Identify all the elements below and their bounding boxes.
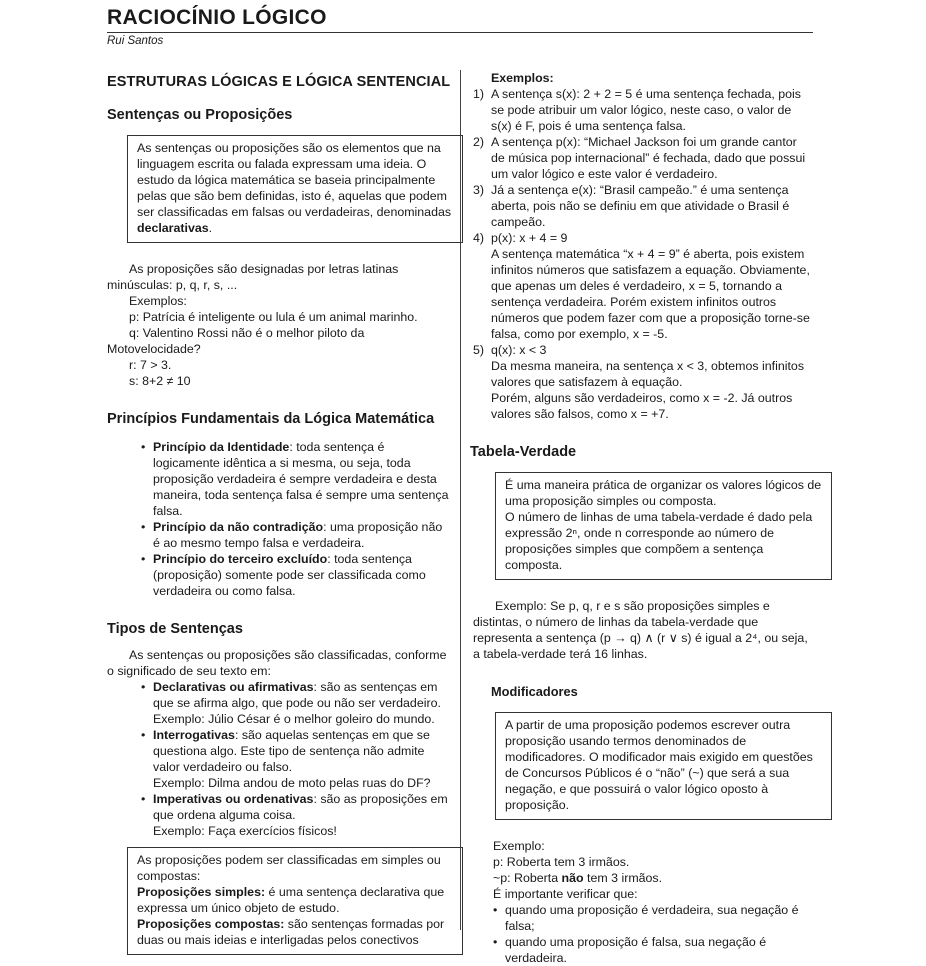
heading-tabela-verdade: Tabela-Verdade [470, 444, 577, 460]
example-p: p: Roberta tem 3 irmãos. [493, 855, 630, 869]
example-s: s: 8+2 ≠ 10 [129, 374, 191, 388]
paragraph-designadas: As proposições são designadas por letras latinas minúsculas: p, q, r, s, ... [107, 262, 399, 292]
example-not-p: ~p: Roberta não tem 3 irmãos. [493, 871, 663, 885]
list-item: • Princípio da Identidade: toda sentença é logicamente idêntica a si mesma, ou seja, toda proposição verdadeira é sempre verdadeira e desta maneira, toda sentença falsa é sempre uma sentença falsa. [141, 439, 451, 519]
list-item: 4) p(x): x + 4 = 9 A sentença matemática “x + 4 = 9” é aberta, pois existem infinitos números que satisfazem a equação. Obviamente, que apenas um deles é verdadeiro, x = 5, tornando a sentença verdadeira. Porém existem infinitos outros números que podem fazer com que a proposição torne-se falsa, como por exemplo, x = -5. [473, 231, 810, 341]
list-item: • Princípio do terceiro excluído: toda sentença (proposição) somente pode ser classificada como verdadeira ou como falsa. [141, 551, 451, 599]
list-item: • quando uma proposição é falsa, sua negação é verdadeira. [493, 934, 813, 966]
truth-table-box [495, 472, 832, 580]
classification-box [127, 847, 463, 955]
list-item: 1) A sentença s(x): 2 + 2 = 5 é uma sentença fechada, pois se pode atribuir um valor lógico, neste caso, o valor de s(x) é F, pois é uma sentença falsa. [473, 87, 801, 133]
compound-proposition: Proposições compostas: são sentenças formadas por duas ou mais ideias e interligadas pelos conectivos [137, 917, 445, 947]
examples-label: Exemplos: [129, 294, 187, 308]
paragraph-tabela-exemplo: Exemplo: Se p, q, r e s são proposições simples e distintas, o número de linhas da tabela-verdade que representa a sentença (p → q) ∧ (r ∨ s) é igual a 2⁴, ou seja, a tabela-verdade terá 16 linhas. [473, 599, 808, 661]
heading-principios: Princípios Fundamentais da Lógica Matemática [107, 411, 435, 427]
list-item: • Imperativas ou ordenativas: são as proposições em que ordena alguma coisa. Exemplo: Faça exercícios físicos! [141, 791, 451, 839]
truth-table-text-1: É uma maneira prática de organizar os valores lógicos de uma proposição simples ou composta. [505, 478, 822, 508]
example-q: q: Valentino Rossi não é o melhor piloto da Motovelocidade? [107, 326, 365, 356]
importante-text: É importante verificar que: [493, 887, 638, 901]
heading-modificadores: Modificadores [491, 684, 578, 699]
main-heading: ESTRUTURAS LÓGICAS E LÓGICA SENTENCIAL [107, 74, 451, 90]
modifiers-box [495, 712, 832, 820]
page-header [107, 6, 813, 47]
list-item: • Interrogativas: são aquelas sentenças em que se questiona algo. Este tipo de sentença não admite valor verdadeiro ou falso. Exemplo: Dilma andou de moto pelas ruas do DF? [141, 727, 451, 791]
left-column [107, 70, 451, 955]
list-item: • Princípio da não contradição: uma proposição não é ao mesmo tempo falsa e verdadeira. [141, 519, 451, 551]
paragraph-tipos: As sentenças ou proposições são classificadas, conforme o significado de seu texto em: [107, 648, 447, 678]
list-item: 2) A sentença p(x): “Michael Jackson foi um grande cantor de música pop internacional” é fechada, dado que possui um valor lógico e este valor é verdadeiro. [473, 135, 806, 181]
simple-proposition: Proposições simples: é uma sentença declarativa que expressa um único objeto de estudo. [137, 885, 445, 915]
definition-box [127, 135, 463, 243]
types-list [107, 679, 451, 839]
truth-table-text-2: O número de linhas de uma tabela-verdade é dado pela expressão 2ⁿ, onde n corresponde ao número de proposições simples que compõem a sentença composta. [505, 510, 813, 572]
list-item: 3) Já a sentença e(x): “Brasil campeão.” é uma sentença aberta, pois não se definiu em que atividade o Brasil é campeão. [473, 183, 790, 229]
examples-list [473, 86, 813, 422]
example-r: r: 7 > 3. [129, 358, 172, 372]
list-item: • quando uma proposição é verdadeira, sua negação é falsa; [493, 902, 813, 934]
author-name: Rui Santos [107, 35, 164, 47]
example-label: Exemplo: [493, 839, 545, 853]
heading-sentencas: Sentenças ou Proposições [107, 107, 293, 123]
definition-text: As sentenças ou proposições são os elementos que na linguagem escrita ou falada expressam uma ideia. O estudo da lógica matemática se baseia principalmente pelas que são bem definidas, isto é, aquelas que podem ser classificadas em falsas ou verdadeiras, denominadas declarativas. [137, 141, 452, 235]
principles-list [107, 439, 451, 599]
examples-label: Exemplos: [491, 71, 554, 85]
modifiers-text: A partir de uma proposição podemos escrever outra proposição usando termos denominados de modificadores. O modificador mais exigido em questões de Concursos Públicos é o “não” (~) que será a sua negação, e que possuirá o valor lógico oposto à proposição. [505, 718, 813, 812]
page-title: RACIOCÍNIO LÓGICO [107, 6, 327, 29]
list-item: 5) q(x): x < 3 Da mesma maneira, na sentença x < 3, obtemos infinitos valores que satisfazem à equação. Porém, alguns são verdadeiros, como x = -2. Já outros valores são falsos, como x = +7. [473, 343, 805, 421]
list-item: • Declarativas ou afirmativas: são as sentenças em que se afirma algo, que pode ou não ser verdadeiro. Exemplo: Júlio César é o melhor goleiro do mundo. [141, 679, 451, 727]
classification-intro: As proposições podem ser classificadas em simples ou compostas: [137, 853, 441, 883]
right-column [470, 70, 822, 966]
negation-list [473, 902, 813, 966]
heading-tipos: Tipos de Sentenças [107, 621, 243, 637]
title-rule [107, 32, 813, 33]
example-p: p: Patrícia é inteligente ou lula é um animal marinho. [129, 310, 418, 324]
